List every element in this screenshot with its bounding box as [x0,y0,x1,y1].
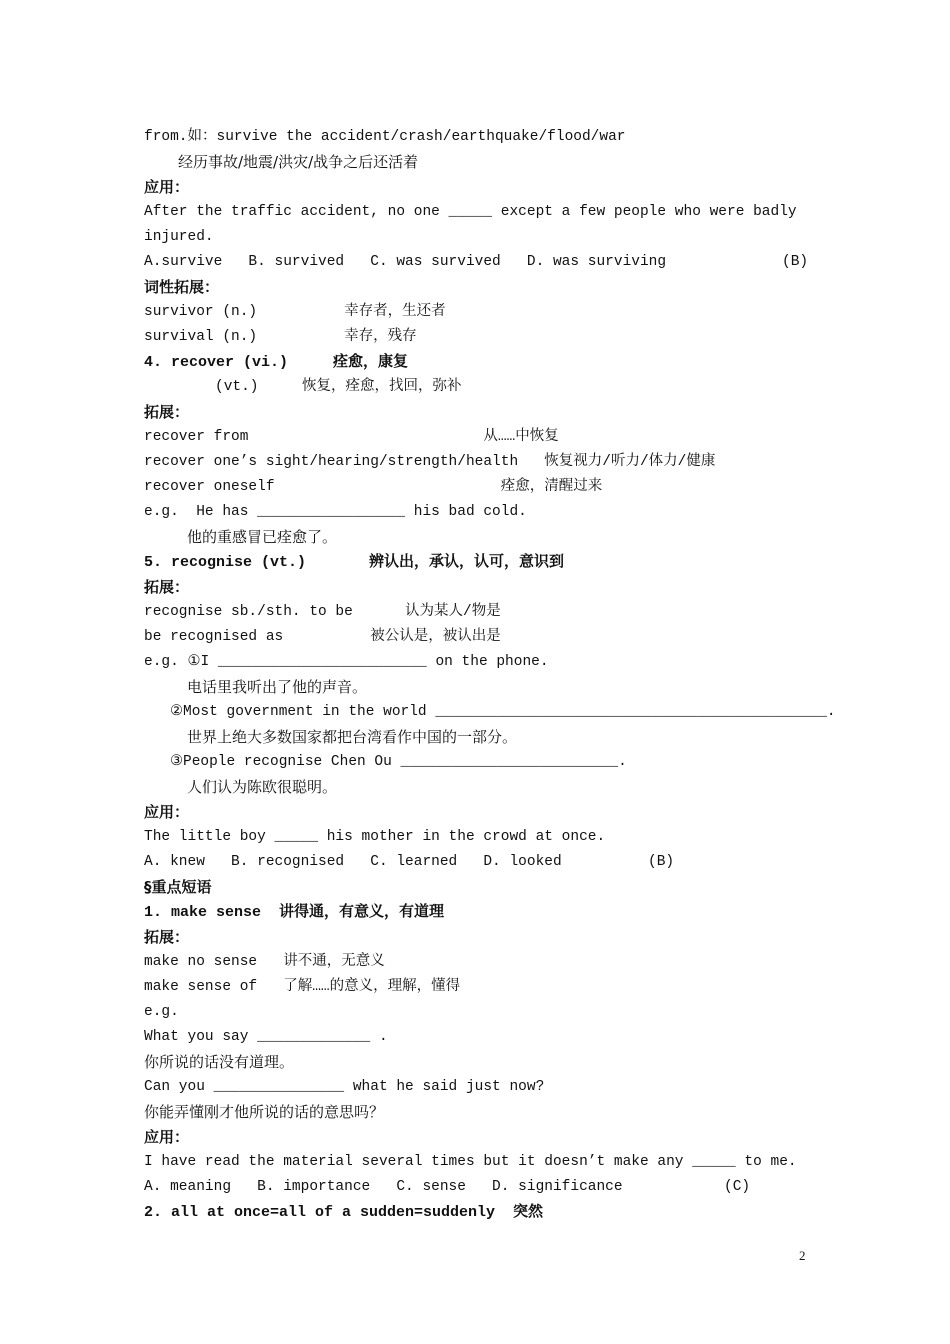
example-line: ②Most government in the world _____________________________________________. [170,704,836,720]
text-line: recover from 从……中恢复 [144,429,559,445]
text-line: recognise sb./sth. to be 认为某人/物是 [144,604,501,620]
section-heading: 拓展： [144,403,190,421]
section-heading: 应用： [144,178,190,196]
section-heading: 应用： [144,803,190,821]
text-line: survival (n.) 幸存，残存 [144,329,417,345]
text-line: recover oneself 痊愈，清醒过来 [144,479,603,495]
text-line: survivor (n.) 幸存者，生还者 [144,304,446,320]
text-line: make sense of 了解……的意义，理解，懂得 [144,979,461,995]
example-line: e.g. He has _________________ his bad cold. [144,504,527,520]
example-line: What you say _____________ . [144,1029,388,1045]
text-line: 他的重感冒已痊愈了。 [187,528,338,546]
text-line: 世界上绝大多数国家都把台湾看作中国的一部分。 [187,728,518,746]
text-line: After the traffic accident, no one _____ except a few people who were badly [144,204,797,220]
section-heading: 词性拓展： [144,278,220,296]
answer-options: A. knew B. recognised C. learned D. looked [144,854,562,870]
answer-options: A. meaning B. importance C. sense D. significance [144,1179,623,1195]
example-line: Can you _______________ what he said just now? [144,1079,545,1095]
text-line: 你能弄懂刚才他所说的话的意思吗？ [144,1103,385,1121]
text-line: 电话里我听出了他的声音。 [187,678,368,696]
page-number: 2 [799,1248,806,1263]
text-line: from.如：survive the accident/crash/earthquake/flood/war [144,129,626,145]
example-line: ③People recognise Chen Ou _________________________. [170,754,627,770]
text-line: be recognised as 被公认是，被认出是 [144,629,501,645]
section-heading: 拓展： [144,928,190,946]
text-line: recover one’s sight/hearing/strength/health 恢复视力/听力/体力/健康 [144,454,716,470]
text-line: I have read the material several times but it doesn’t make any _____ to me. [144,1154,797,1170]
text-line: e.g. [144,1004,179,1020]
answer-key: (B) [782,254,809,270]
text-line: 经历事故/地震/洪灾/战争之后还活着 [178,153,419,171]
section-heading: 拓展： [144,578,190,596]
answer-key: (B) [648,854,675,870]
text-line: injured. [144,229,214,245]
text-line: The little boy _____ his mother in the crowd at once. [144,829,606,845]
vocab-heading: 4. recover (vi.) 痊愈，康复 [144,354,409,371]
answer-key: (C) [724,1179,751,1195]
text-line: 人们认为陈欧很聪明。 [187,778,338,796]
text-line: (vt.) 恢复，痊愈，找回，弥补 [215,379,462,395]
text-line: 你所说的话没有道理。 [144,1053,295,1071]
section-heading: 应用： [144,1128,190,1146]
section-heading: §重点短语 [144,878,212,896]
example-line: e.g. ①I ________________________ on the phone. [144,654,549,670]
phrase-heading: 2. all at once=all of a sudden=suddenly 突然 [144,1204,544,1221]
answer-options: A.survive B. survived C. was survived D. was surviving [144,254,667,270]
phrase-heading: 1. make sense 讲得通，有意义，有道理 [144,904,445,921]
text-line: make no sense 讲不通，无意义 [144,954,385,970]
vocab-heading: 5. recognise (vt.) 辨认出，承认，认可，意识到 [144,554,565,571]
